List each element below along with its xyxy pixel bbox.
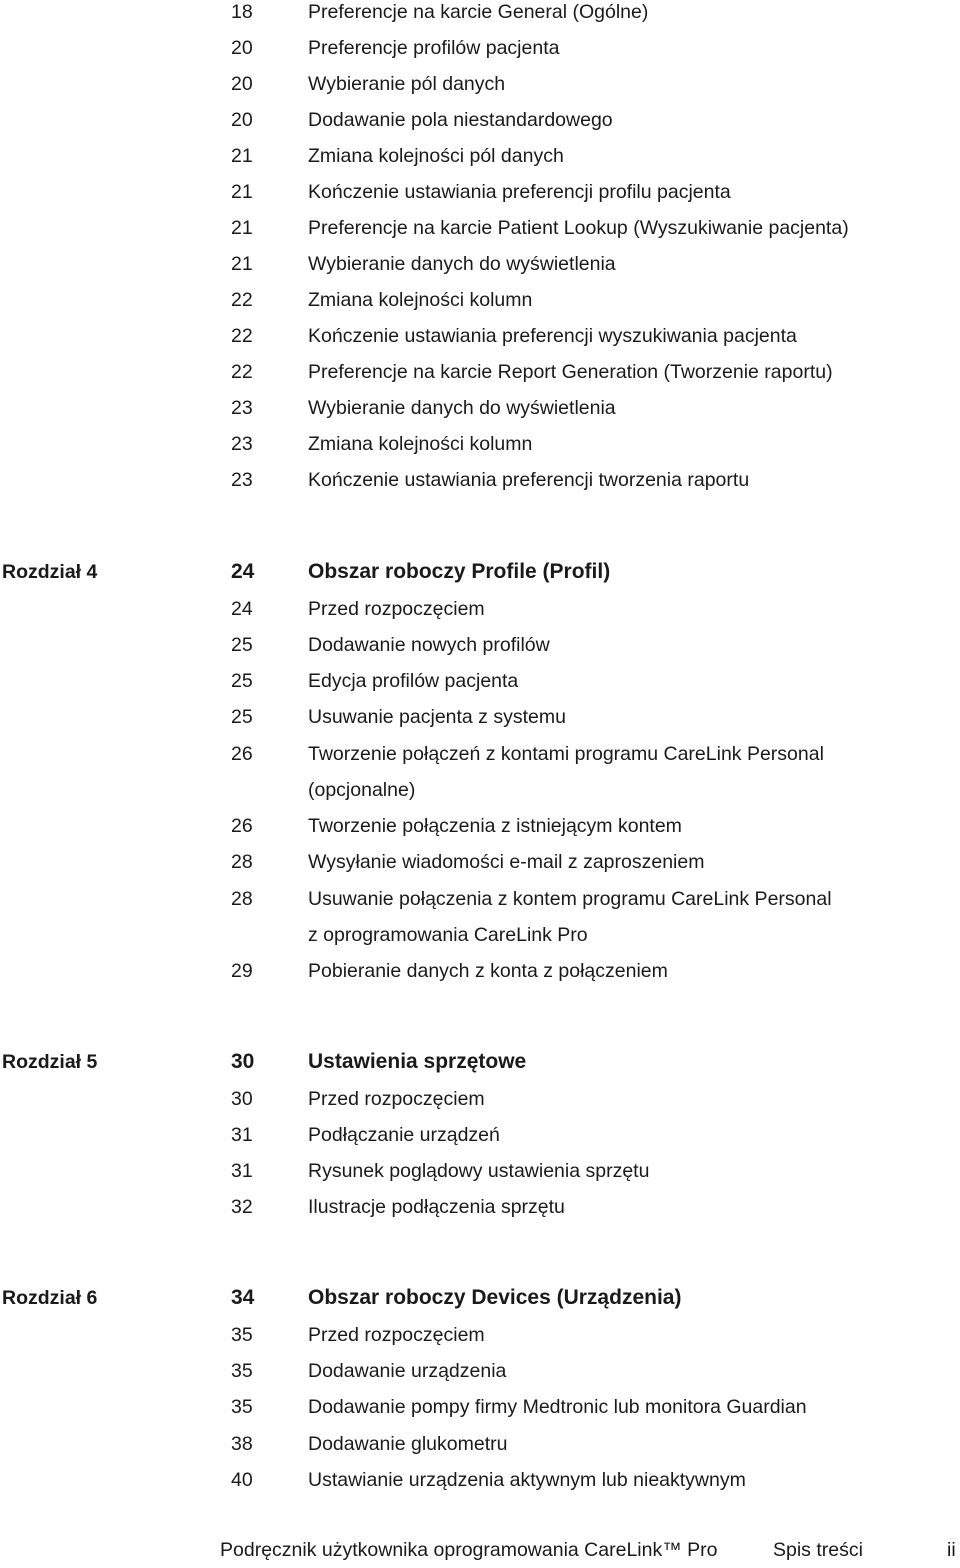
- toc-chapter-row[interactable]: [0, 1280, 960, 1316]
- entry-title: Dodawanie pola niestandardowego: [308, 109, 613, 131]
- toc-row[interactable]: [0, 844, 960, 880]
- toc-row[interactable]: [0, 1389, 960, 1425]
- page-number: 22: [231, 361, 253, 383]
- entry-title: Dodawanie nowych profilów: [308, 634, 550, 656]
- toc-row[interactable]: [0, 282, 960, 318]
- page-number: 35: [231, 1324, 253, 1346]
- page-number: 24: [231, 560, 255, 583]
- entry-title: Ustawienia sprzętowe: [308, 1050, 527, 1073]
- chapter-label: Rozdział 6: [2, 1287, 98, 1309]
- page-number: 31: [231, 1124, 253, 1146]
- page-number: 28: [231, 851, 253, 873]
- entry-title: Zmiana kolejności pól danych: [308, 145, 564, 167]
- toc-row[interactable]: [0, 246, 960, 282]
- toc-row[interactable]: [0, 881, 960, 917]
- entry-title: Kończenie ustawiania preferencji wyszukiwania pacjenta: [308, 325, 797, 347]
- toc-row[interactable]: [0, 1117, 960, 1153]
- toc-row[interactable]: [0, 736, 960, 772]
- entry-title: Pobieranie danych z konta z połączeniem: [308, 960, 668, 982]
- toc-chapter-row[interactable]: [0, 1044, 960, 1080]
- entry-title: Przed rozpoczęciem: [308, 1324, 485, 1346]
- page-number: 35: [231, 1396, 253, 1418]
- page-number: 25: [231, 670, 253, 692]
- entry-title: Wysyłanie wiadomości e-mail z zaproszeniem: [308, 851, 705, 873]
- toc-row[interactable]: [0, 426, 960, 462]
- entry-title: Preferencje na karcie Report Generation (Tworzenie raportu): [308, 361, 833, 383]
- entry-title: Preferencje profilów pacjenta: [308, 37, 560, 59]
- page-number: 28: [231, 888, 253, 910]
- page-number: 21: [231, 253, 253, 275]
- page-number: 23: [231, 433, 253, 455]
- toc-row[interactable]: [0, 591, 960, 627]
- toc-row[interactable]: [0, 917, 960, 953]
- toc-row[interactable]: [0, 102, 960, 138]
- entry-title: Usuwanie połączenia z kontem programu CareLink Personal: [308, 888, 832, 910]
- page-number: 38: [231, 1433, 253, 1455]
- toc-row[interactable]: [0, 1317, 960, 1353]
- entry-title: (opcjonalne): [308, 779, 416, 801]
- toc-row[interactable]: [0, 953, 960, 989]
- entry-title: Kończenie ustawiania preferencji profilu pacjenta: [308, 181, 731, 203]
- entry-title: Ilustracje podłączenia sprzętu: [308, 1196, 565, 1218]
- page-number: 21: [231, 145, 253, 167]
- page-number: 35: [231, 1360, 253, 1382]
- page-number: 20: [231, 37, 253, 59]
- entry-title: Tworzenie połączenia z istniejącym kontem: [308, 815, 682, 837]
- toc-row[interactable]: [0, 354, 960, 390]
- footer-page-number: ii: [947, 1539, 956, 1561]
- entry-title: Tworzenie połączeń z kontami programu CareLink Personal: [308, 743, 824, 765]
- toc-row[interactable]: [0, 1189, 960, 1225]
- entry-title: Dodawanie glukometru: [308, 1433, 508, 1455]
- page-number: 21: [231, 217, 253, 239]
- entry-title: Preferencje na karcie Patient Lookup (Wyszukiwanie pacjenta): [308, 217, 849, 239]
- entry-title: Dodawanie pompy firmy Medtronic lub monitora Guardian: [308, 1396, 807, 1418]
- toc-row[interactable]: [0, 66, 960, 102]
- toc-row[interactable]: [0, 210, 960, 246]
- toc-row[interactable]: [0, 0, 960, 30]
- page-number: 29: [231, 960, 253, 982]
- entry-title: Wybieranie pól danych: [308, 73, 506, 95]
- entry-title: Zmiana kolejności kolumn: [308, 289, 533, 311]
- page-number: 20: [231, 109, 253, 131]
- toc-row[interactable]: [0, 699, 960, 735]
- page-number: 25: [231, 634, 253, 656]
- page-number: 22: [231, 289, 253, 311]
- page-number: 34: [231, 1286, 255, 1309]
- toc-row[interactable]: [0, 1081, 960, 1117]
- toc-row[interactable]: [0, 174, 960, 210]
- page-number: 26: [231, 815, 253, 837]
- toc-row[interactable]: [0, 1153, 960, 1189]
- page-number: 30: [231, 1088, 253, 1110]
- toc-row[interactable]: [0, 138, 960, 174]
- chapter-label: Rozdział 4: [2, 561, 98, 583]
- footer-section-name: Spis treści: [773, 1539, 863, 1561]
- entry-title: Przed rozpoczęciem: [308, 598, 485, 620]
- toc-row[interactable]: [0, 1353, 960, 1389]
- page-number: 32: [231, 1196, 253, 1218]
- page-number: 30: [231, 1050, 255, 1073]
- entry-title: Preferencje na karcie General (Ogólne): [308, 1, 649, 23]
- toc-row[interactable]: [0, 30, 960, 66]
- toc-row[interactable]: [0, 627, 960, 663]
- entry-title: Kończenie ustawiania preferencji tworzenia raportu: [308, 469, 750, 491]
- entry-title: Przed rozpoczęciem: [308, 1088, 485, 1110]
- toc-row[interactable]: [0, 1462, 960, 1498]
- entry-title: Ustawianie urządzenia aktywnym lub nieaktywnym: [308, 1469, 746, 1491]
- entry-title: Zmiana kolejności kolumn: [308, 433, 533, 455]
- toc-row[interactable]: [0, 318, 960, 354]
- page-number: 26: [231, 743, 253, 765]
- page-number: 23: [231, 397, 253, 419]
- toc-row[interactable]: [0, 772, 960, 808]
- chapter-label: Rozdział 5: [2, 1051, 98, 1073]
- toc-chapter-row[interactable]: [0, 554, 960, 590]
- entry-title: Podłączanie urządzeń: [308, 1124, 500, 1146]
- toc-row[interactable]: [0, 1426, 960, 1462]
- page-number: 40: [231, 1469, 253, 1491]
- entry-title: Rysunek poglądowy ustawienia sprzętu: [308, 1160, 650, 1182]
- entry-title: Wybieranie danych do wyświetlenia: [308, 253, 616, 275]
- toc-row[interactable]: [0, 808, 960, 844]
- toc-row[interactable]: [0, 462, 960, 498]
- page-number: 25: [231, 706, 253, 728]
- page-number: 31: [231, 1160, 253, 1182]
- entry-title: Wybieranie danych do wyświetlenia: [308, 397, 616, 419]
- page-number: 23: [231, 469, 253, 491]
- page-number: 24: [231, 598, 253, 620]
- page-number: 21: [231, 181, 253, 203]
- entry-title: Usuwanie pacjenta z systemu: [308, 706, 566, 728]
- entry-title: Dodawanie urządzenia: [308, 1360, 507, 1382]
- entry-title: Obszar roboczy Devices (Urządzenia): [308, 1286, 682, 1309]
- entry-title: Edycja profilów pacjenta: [308, 670, 519, 692]
- footer-manual-title: Podręcznik użytkownika oprogramowania CareLink™ Pro: [220, 1539, 718, 1561]
- page-number: 20: [231, 73, 253, 95]
- entry-title: Obszar roboczy Profile (Profil): [308, 560, 611, 583]
- toc-row[interactable]: [0, 390, 960, 426]
- entry-title: z oprogramowania CareLink Pro: [308, 924, 588, 946]
- page-number: 22: [231, 325, 253, 347]
- page-number: 18: [231, 1, 253, 23]
- toc-row[interactable]: [0, 663, 960, 699]
